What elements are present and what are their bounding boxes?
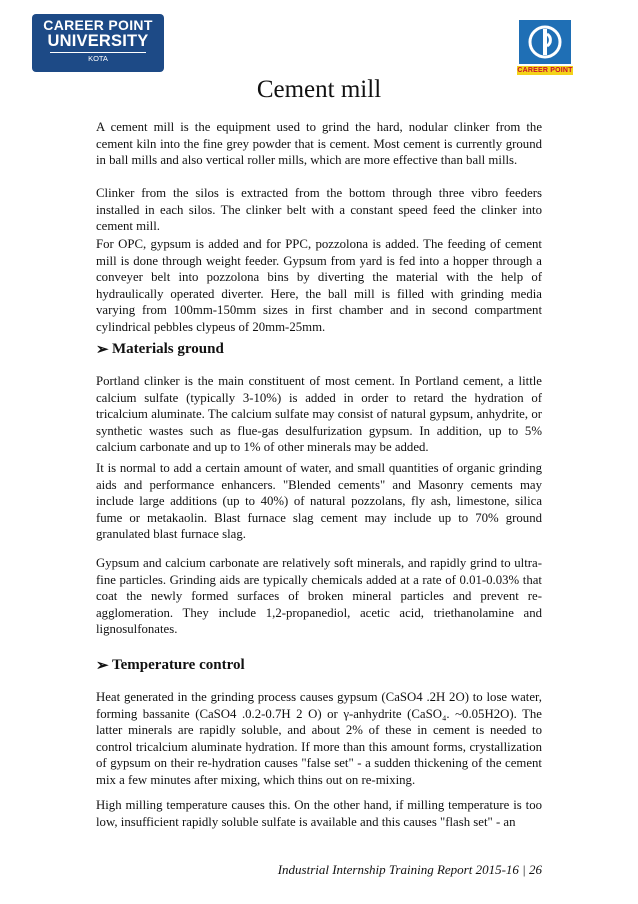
- section-heading-text: Temperature control: [112, 657, 245, 673]
- temperature-paragraph-1: Heat generated in the grinding process causes gypsum (CaSO4 .2H 2O) to lose water, forming bassanite (CaSO4 .0.2-0.7H 2 O) or γ-anhydrite (CaSO₄. ~0.05H2O). The latter minerals are rapidly soluble, and about 2% of these in cement is needed to control tricalcium aluminate hydration. If more than this amount forms, crystallization of gypsum on their re-hydration causes "false set" - a sudden thickening of the cement mix a few minutes after mixing, which thins out on re-mixing.: [96, 690, 542, 787]
- page-footer: Industrial Internship Training Report 2015-16 | 26: [277, 862, 542, 877]
- arrow-bullet-icon: ➢: [96, 658, 109, 674]
- intro-paragraph-1: A cement mill is the equipment used to grind the hard, nodular clinker from the cement kiln into the fine grey powder that is cement. Most cement is currently ground in ball mills and also vertical roller mills, which are more effective than ball mills.: [96, 120, 542, 167]
- university-logo: [32, 14, 164, 72]
- temperature-paragraph-2: High milling temperature causes this. On the other hand, if milling temperature is too low, insufficient rapidly soluble sulfate is available and this causes "flash set" - an: [96, 798, 542, 829]
- section-heading-materials: [96, 340, 542, 359]
- logo-line-2: UNIVERSITY: [47, 32, 149, 50]
- materials-paragraph-3: Gypsum and calcium carbonate are relatively soft minerals, and rapidly grind to ultra-fine particles. Grinding aids are typically chemicals added at a rate of 0.01-0.03% that coat the newly formed surfaces of broken mineral particles and prevent re-agglomeration. They include 1,2-propanediol, acetic acid, triethanolamine and lignosulfonates.: [96, 556, 542, 636]
- career-point-logo: [517, 20, 573, 78]
- section-heading-temperature: [96, 656, 542, 675]
- page-title: Cement mill: [256, 76, 382, 103]
- materials-paragraph-1: Portland clinker is the main constituent of most cement. In Portland cement, a little calcium sulfate (typically 3-10%) is added in order to retard the hydration of tricalcium aluminate. The calcium sulfate may consist of natural gypsum, anhydrite, or synthetic wastes such as flue-gas desulfurization gypsum. In addition, up to 5% calcium carbonate and up to 1% of other minerals may be added.: [96, 374, 542, 454]
- section-heading-text: Materials ground: [112, 341, 224, 357]
- arrow-bullet-icon: ➢: [96, 342, 109, 358]
- intro-paragraph-2: Clinker from the silos is extracted from the bottom through three vibro feeders installed in each silos. The clinker belt with a constant speed feed the clinker into cement mill.: [96, 186, 542, 233]
- intro-paragraph-3: For OPC, gypsum is added and for PPC, pozzolona is added. The feeding of cement mill is done through weight feeder. Gypsum from yard is fed into a hopper through a conveyer belt into pozzolona bins by diverting the material with the help of hydraulically operated diverter. Here, the ball mill is filled with grinding media varying from 100mm-150mm sizes in first chamber and in second compartment cylindrical pebbles clypeus of 20mm-25mm.: [96, 237, 542, 334]
- logo-line-3: KOTA: [50, 52, 146, 63]
- career-point-emblem-icon: [519, 20, 571, 64]
- materials-paragraph-2: It is normal to add a certain amount of water, and small quantities of organic grinding aids and performance enhancers. "Blended cements" and Masonry cements may include large additions (up to 40%) of natural pozzolans, fly ash, limestone, silica fume or metakaolin. Blast furnace slag cement may include up to 70% ground granulated blast furnace slag.: [96, 461, 542, 541]
- career-point-brand: CAREER POINT: [517, 67, 573, 74]
- logo-line-1: CAREER POINT: [43, 17, 153, 33]
